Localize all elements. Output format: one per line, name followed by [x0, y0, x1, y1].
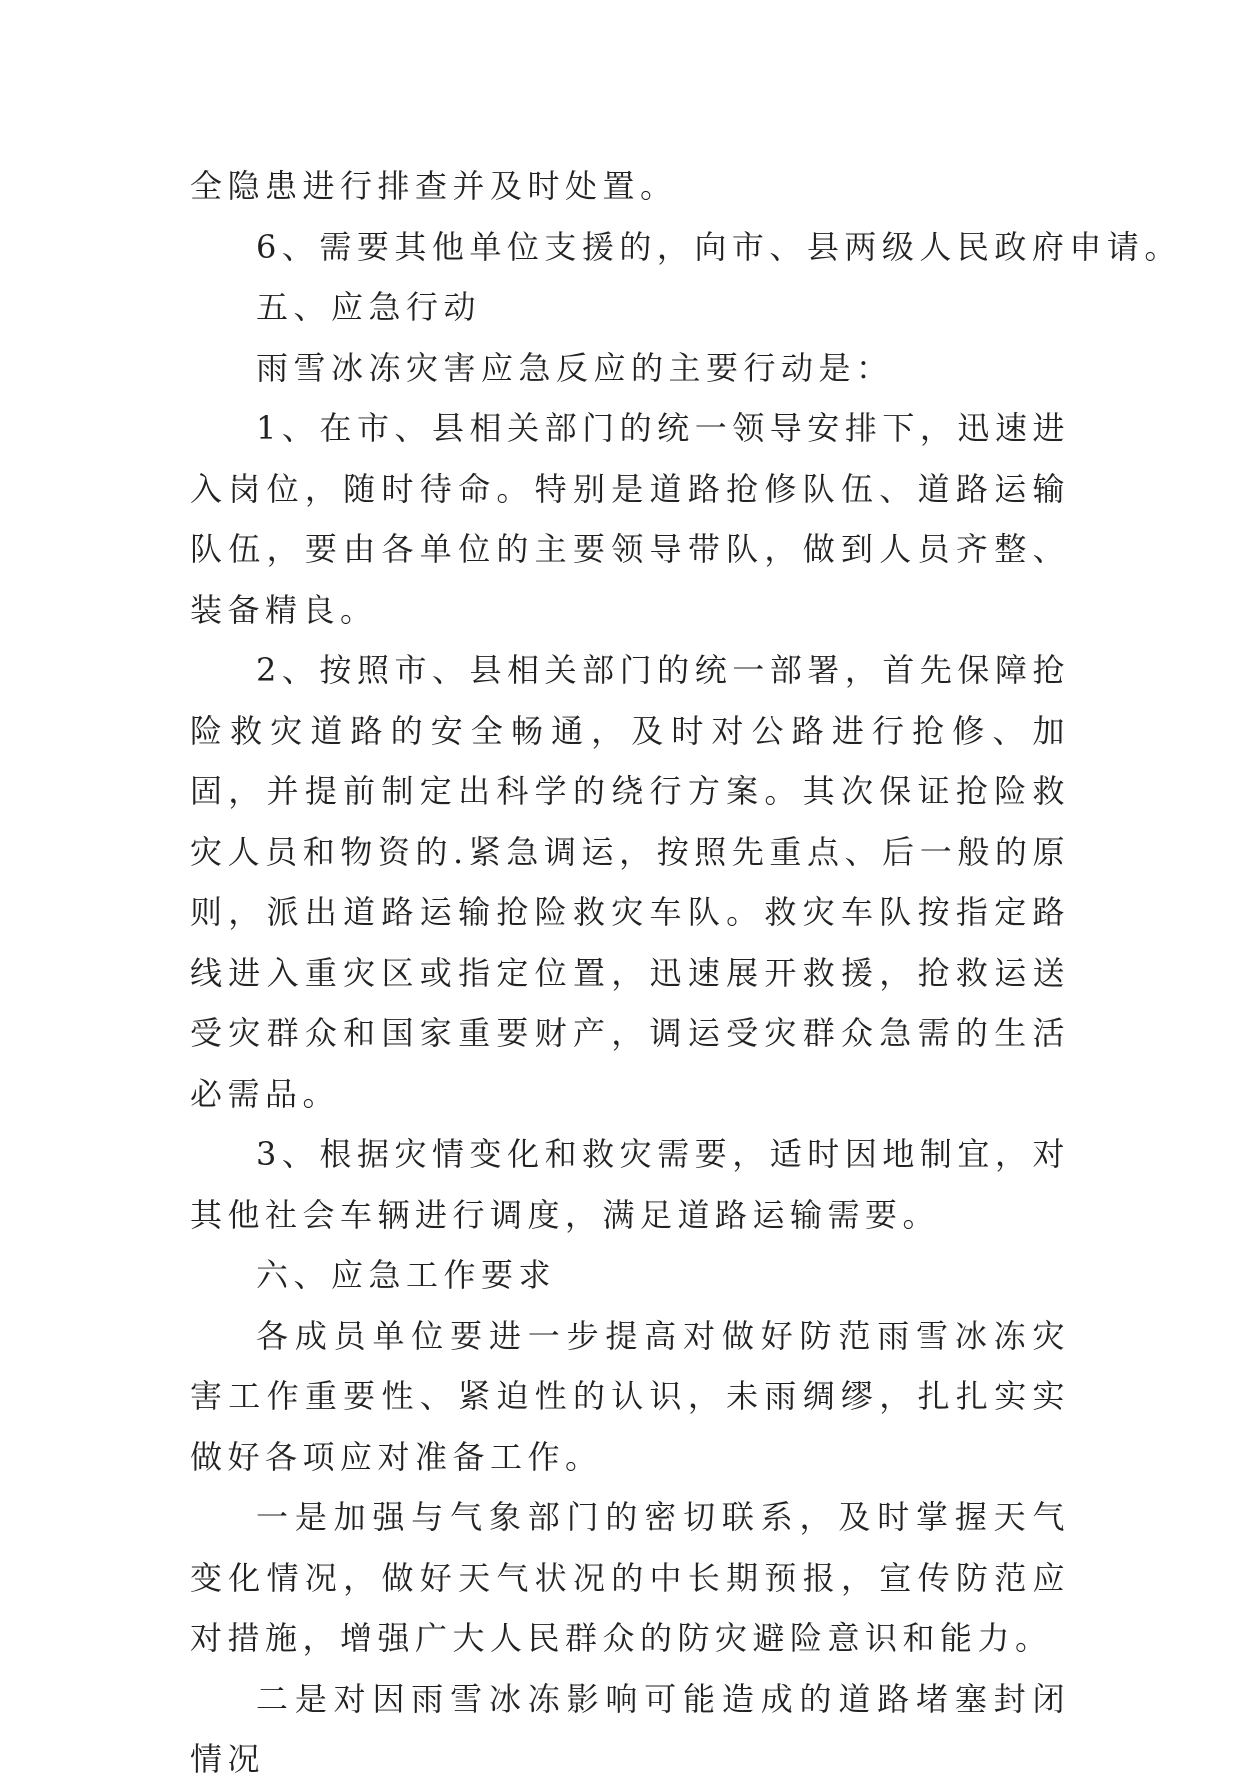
paragraph-item-1-standby: 1、在市、县相关部门的统一领导安排下，迅速进入岗位，随时待命。特别是道路抢修队伍、道路运输队伍，要由各单位的主要领导带队，做到人员齐整、装备精良。 [190, 409, 1070, 629]
section-heading-work-requirements: 六、应急工作要求 [256, 1256, 557, 1294]
paragraph-main-actions-intro: 雨雪冰冻灾害应急反应的主要行动是： [256, 348, 894, 387]
paragraph-item-3-vehicle-dispatch: 3、根据灾情变化和救灾需要，适时因地制宜，对其他社会车辆进行调度，满足道路运输需要。 [190, 1135, 1070, 1234]
paragraph-second-road-blockage: 二是对因雨雪冰冻影响可能造成的道路堵塞封闭情况 [190, 1679, 1070, 1778]
paragraph-safety-hazard-end: 全隐患进行排查并及时处置。 [190, 167, 678, 205]
paragraph-item-2-road-safety: 2、按照市、县相关部门的统一部署，首先保障抢险救灾道路的安全畅通，及时对公路进行抢修、加固，并提前制定出科学的绕行方案。其次保证抢险救灾人员和物资的.紧急调运，按照先重点、后一般的原则，派出道路运输抢险救灾车队。救灾车队按指定路线进入重灾区或指定位置，迅速展开救援，抢救运送受灾群众和国家重要财产，调运受灾群众急需的生活必需品。 [190, 651, 1070, 1113]
paragraph-member-units-preparation: 各成员单位要进一步提高对做好防范雨雪冰冻灾害工作重要性、紧迫性的认识，未雨绸缪，扎扎实实做好各项应对准备工作。 [190, 1316, 1070, 1476]
section-heading-emergency-action: 五、应急行动 [256, 288, 482, 326]
paragraph-item-6-support-request: 6、需要其他单位支援的，向市、县两级人民政府申请。 [256, 227, 1182, 266]
paragraph-first-weather-liaison: 一是加强与气象部门的密切联系，及时掌握天气变化情况，做好天气状况的中长期预报，宣传防范应对措施，增强广大人民群众的防灾避险意识和能力。 [190, 1498, 1070, 1657]
document-body [190, 156, 1182, 1790]
